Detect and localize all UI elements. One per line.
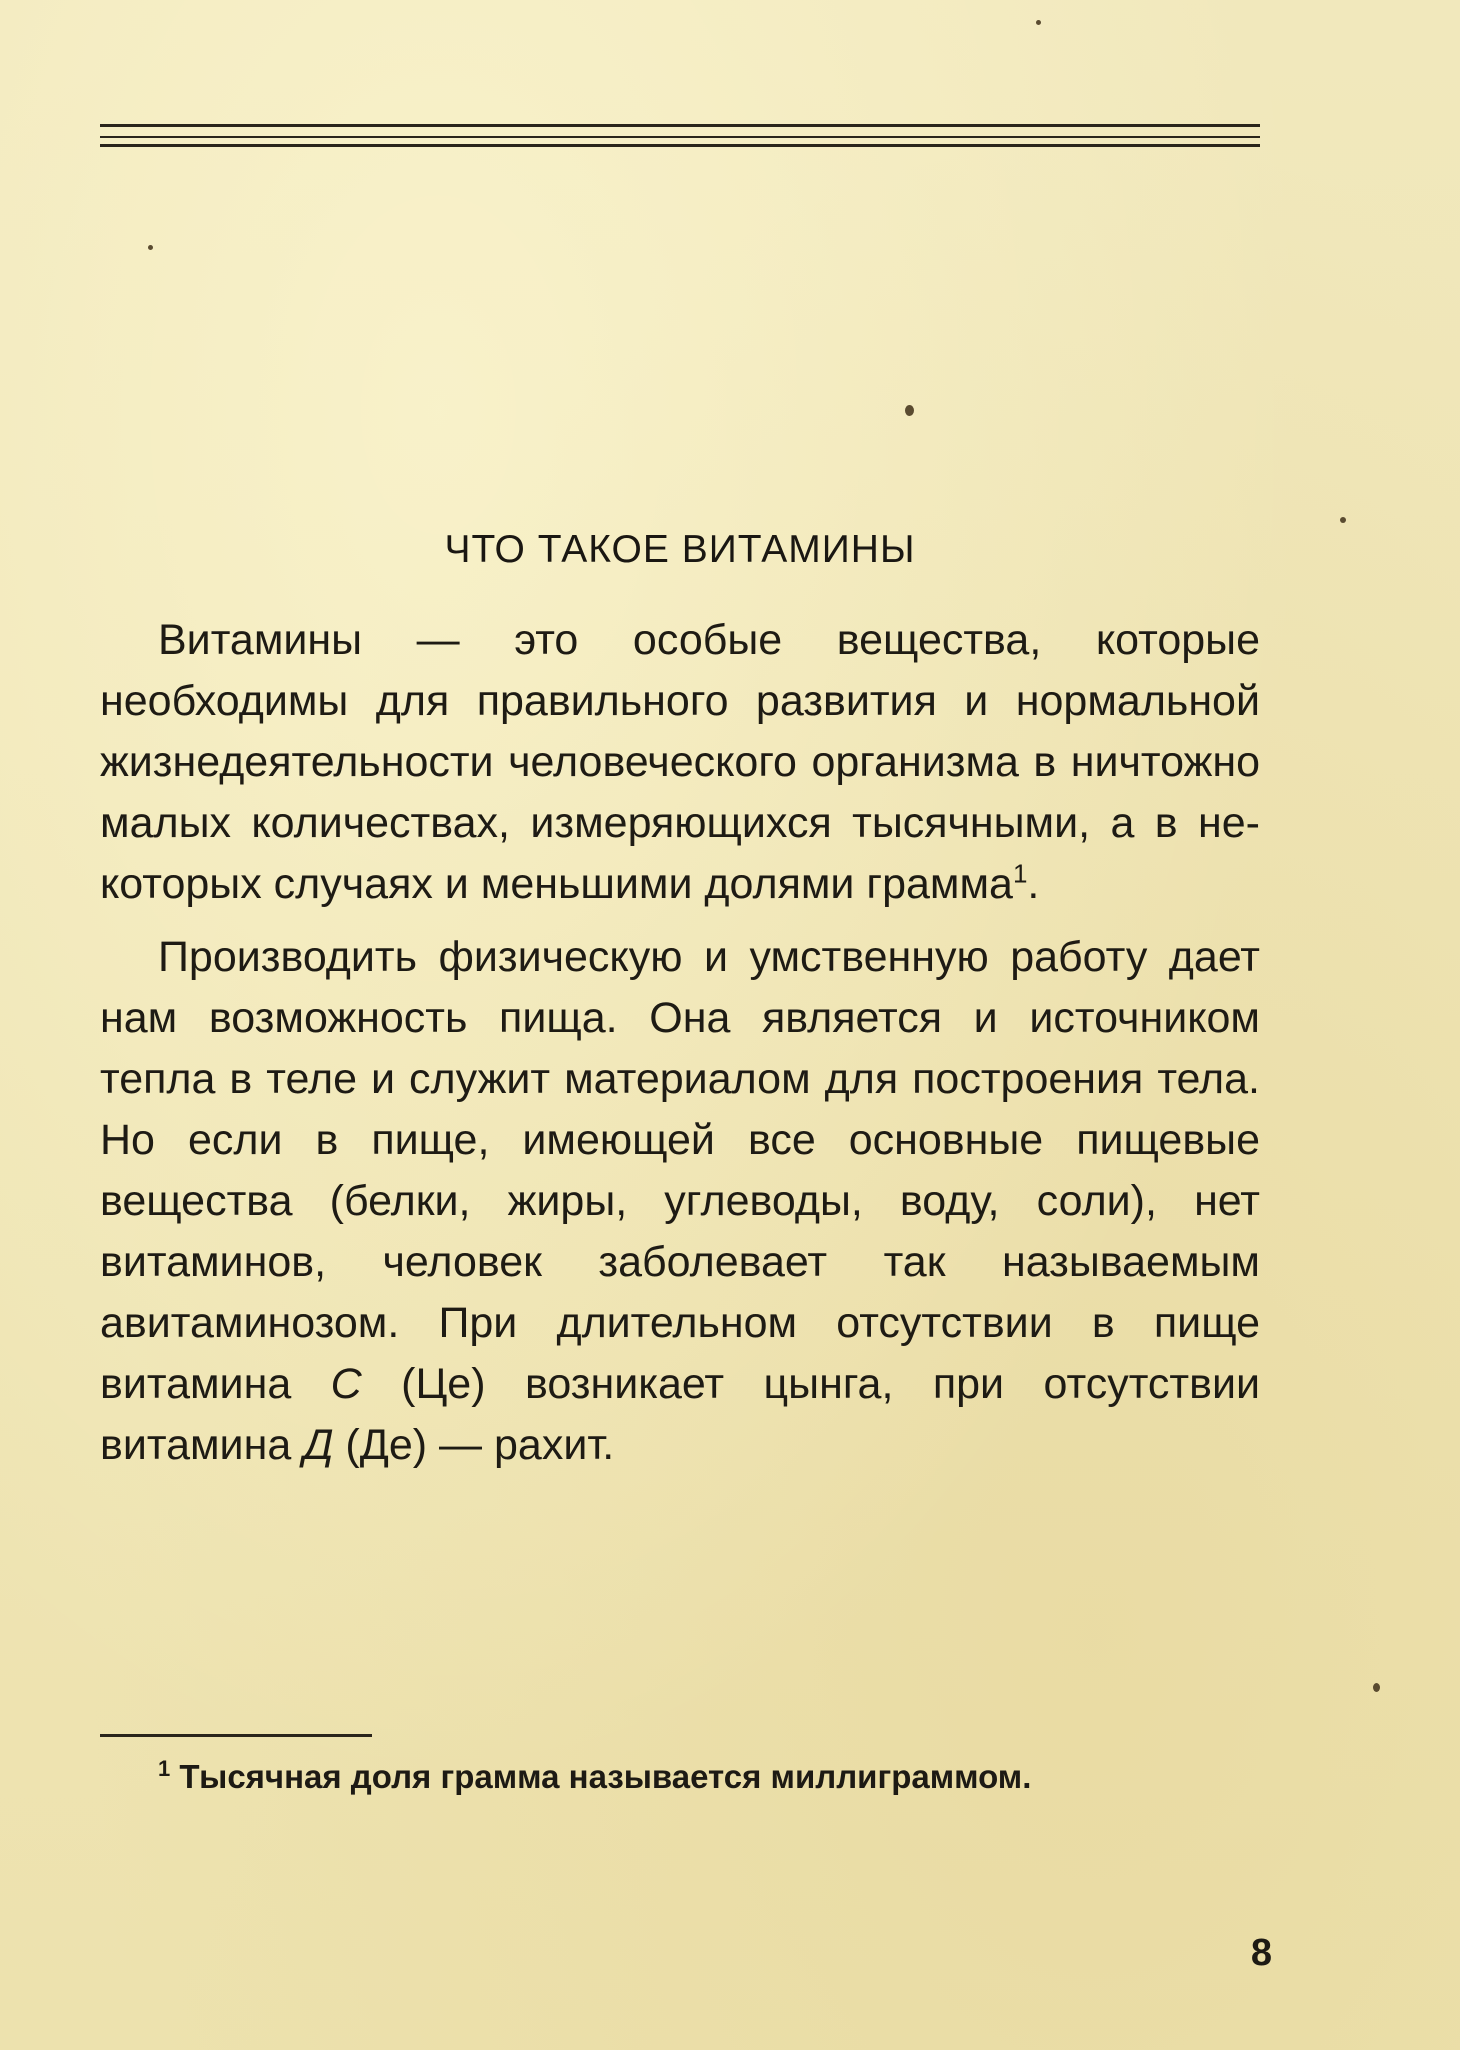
vitamin-c-letter: С [330,1360,362,1408]
paper-speck [1340,517,1346,523]
paragraph-2 [100,927,1260,1476]
paper-speck [1036,20,1041,25]
paragraph-1-text: Витамины — это особые вещества, которые необходимы для правильного развития и нормальной жизнедеятельности человеческого организма в ничтожно малых количествах, измеряющихся тысячными, а в некоторых случаях и меньшими долями грамма [100,616,1260,908]
top-rule [100,124,1260,127]
footnote [100,1750,1260,1803]
footnote-reference: 1 [1012,858,1028,889]
footnote-marker: 1 [158,1756,171,1781]
footnote-text: Тысячная доля грамма называется миллиграммом. [170,1758,1032,1795]
paragraph-2-part-2: (Це) возникает цынга, при отсутствии витамина [100,1360,1260,1469]
paragraph-1-end: . [1027,860,1040,908]
section-heading: ЧТО ТАКОЕ ВИТАМИНЫ [444,528,916,571]
paragraph-2-part-3: (Де) — рахит. [333,1421,615,1469]
vitamin-d-letter: Д [303,1421,334,1469]
top-rule [100,136,1260,138]
page-number: 8 [1250,1932,1272,1974]
footnote-rule [100,1734,372,1737]
body-text [100,610,1260,1476]
paragraph-2-part-1: Производить физическую и умственную работу дает нам возможность пища. Она является и источником тепла в теле и служит материалом для построения тела. Но если в пище, имеющей все основные пищевые вещества (белки, жиры, углеводы, воду, соли), нет витаминов, человек заболевает так называемым авитаминозом. При длительном отсутствии в пище витамина [100,933,1260,1408]
top-rule [100,144,1260,147]
paper-speck [905,405,914,416]
paragraph-1 [100,610,1260,915]
paper-speck [148,245,153,250]
paper-speck [1373,1683,1380,1692]
